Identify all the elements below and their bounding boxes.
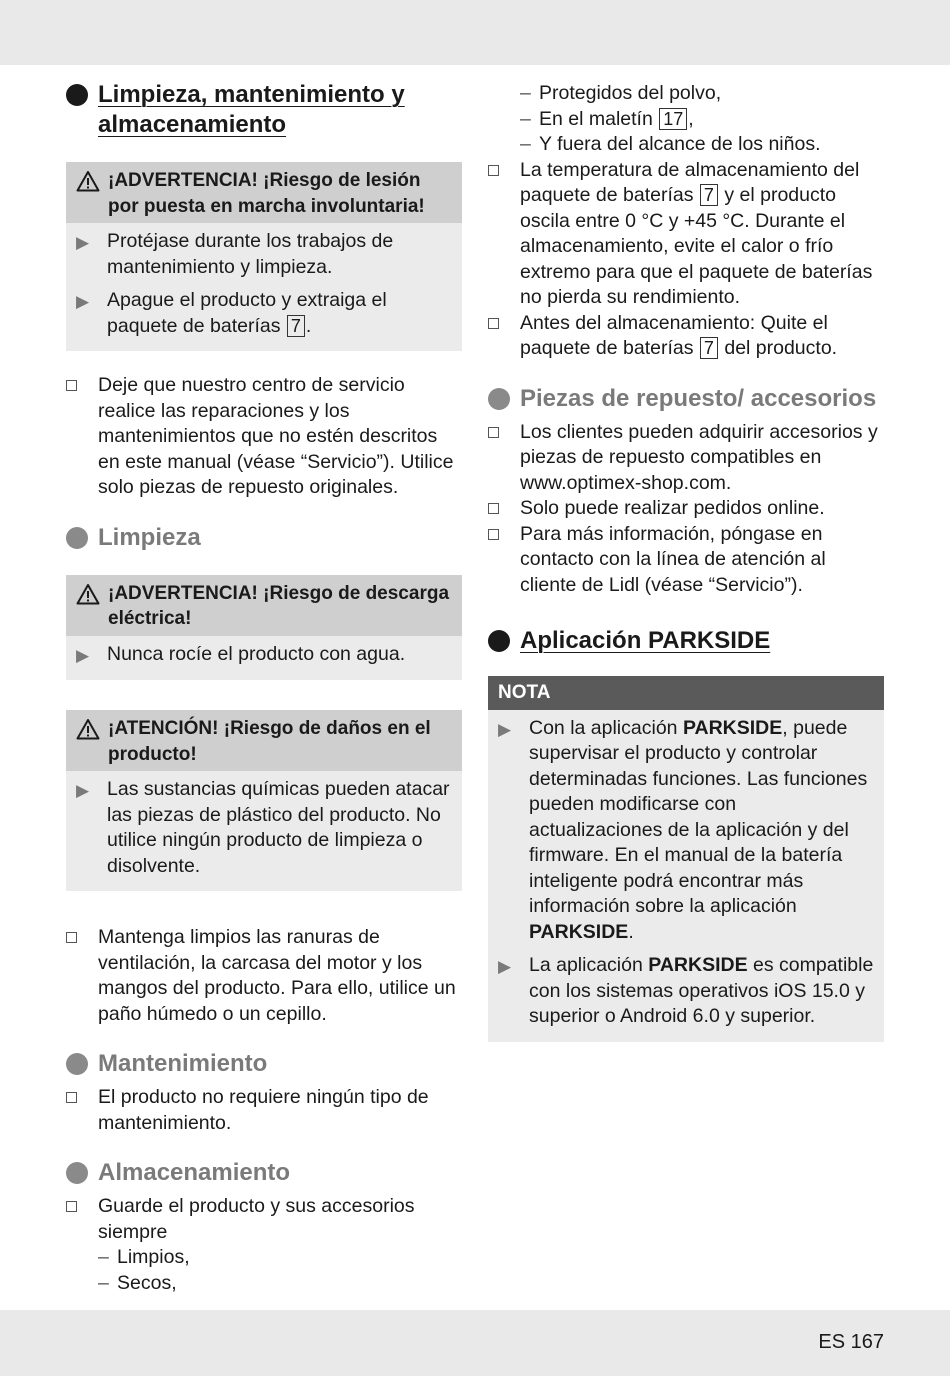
list-item: ▶ Nunca rocíe el producto con agua. xyxy=(76,642,452,669)
arrow-right-icon: ▶ xyxy=(76,645,90,665)
warning-triangle-icon xyxy=(76,718,102,748)
list-item: Antes del almacenamiento: Quite el paquete de baterías 7 del producto. xyxy=(488,311,884,362)
arrow-right-icon: ▶ xyxy=(498,719,512,739)
header-band xyxy=(0,0,950,65)
arrow-right-icon: ▶ xyxy=(76,233,90,252)
warning-title: ¡ADVERTENCIA! ¡Riesgo de lesión por puesta en marcha involuntaria! xyxy=(66,162,462,223)
sub-list-item: – Limpios, xyxy=(98,1246,190,1268)
bullet-dot-icon xyxy=(488,388,510,410)
list-item: Los clientes pueden adquirir accesorios y piezas de repuesto compatibles en www.optimex-shop.com. xyxy=(488,420,884,497)
arrow-right-icon: ▶ xyxy=(498,957,512,976)
footer-band xyxy=(0,1310,950,1376)
bullet-dot-icon xyxy=(66,527,88,549)
list-item: ▶ Las sustancias químicas pueden atacar las piezas de plástico del producto. No utilice ningún producto de limpieza o disolvente. xyxy=(76,777,452,879)
heading-cleaning: Limpieza xyxy=(66,523,462,553)
heading-cleaning-maintenance-storage: Limpieza, mantenimiento y almacenamiento xyxy=(66,80,462,140)
list-item: ▶ Protéjase durante los trabajos de mantenimiento y limpieza. xyxy=(76,229,452,280)
list-item: Para más información, póngase en contacto con la línea de atención al cliente de Lidl (véase “Servicio”). xyxy=(488,522,884,599)
list-item: ▶ Apague el producto y extraiga el paquete de baterías 7 . xyxy=(76,288,452,339)
checkbox-square-icon xyxy=(488,420,520,497)
list-item: ▶ La aplicación PARKSIDE es compatible con los sistemas operativos iOS 15.0 y superior o Android 6.0 y superior. xyxy=(498,953,874,1030)
checkbox-square-icon xyxy=(488,311,520,362)
list-item: La temperatura de almacenamiento del paquete de baterías 7 y el producto oscila entre 0 °C y +45 °C. Durante el almacenamiento, evite el calor o frío extremo para que el paquete de baterías no pierda su rendimiento. xyxy=(488,158,884,311)
bullet-dot-icon xyxy=(66,84,88,106)
checkbox-square-icon xyxy=(66,373,98,501)
checkbox-square-icon xyxy=(488,496,520,522)
part-reference: 17 xyxy=(659,108,687,130)
heading-app: Aplicación PARKSIDE xyxy=(488,626,884,656)
checkbox-square-icon xyxy=(66,1085,98,1136)
list-item: El producto no requiere ningún tipo de mantenimiento. xyxy=(66,1085,462,1136)
warning-box-electric xyxy=(66,575,462,681)
warning-box-injury xyxy=(66,162,462,351)
heading-spare-parts: Piezas de repuesto/ accesorios xyxy=(488,384,884,414)
sub-list-item: – Secos, xyxy=(98,1271,177,1294)
list-item: Deje que nuestro centro de servicio realice las reparaciones y los mantenimientos que no estén descritos en este manual (véase “Servicio”). Utilice solo piezas de repuesto originales. xyxy=(66,373,462,501)
warning-title: ¡ADVERTENCIA! ¡Riesgo de descarga eléctrica! xyxy=(66,575,462,636)
list-item: Guarde el producto y sus accesorios siempre – Limpios, – Secos, xyxy=(66,1194,462,1296)
heading-maintenance: Mantenimiento xyxy=(66,1049,462,1079)
part-reference: 7 xyxy=(700,337,718,359)
checkbox-square-icon xyxy=(66,1194,98,1296)
sub-list-item: – En el maletín 17 , xyxy=(520,107,694,130)
warning-triangle-icon xyxy=(76,583,102,613)
right-column xyxy=(488,81,884,1064)
checkbox-square-icon xyxy=(488,522,520,599)
part-reference: 7 xyxy=(700,184,718,206)
bullet-dot-icon xyxy=(488,630,510,652)
part-reference: 7 xyxy=(287,315,305,337)
sub-list-item: – Y fuera del alcance de los niños. xyxy=(520,133,821,155)
heading-storage: Almacenamiento xyxy=(66,1158,462,1188)
sub-list-item: – Protegidos del polvo, xyxy=(520,82,722,104)
list-item: Mantenga limpios las ranuras de ventilación, la carcasa del motor y los mangos del producto. Para ello, utilice un paño húmedo o un cepillo. xyxy=(66,925,462,1027)
bullet-dot-icon xyxy=(66,1162,88,1184)
note-title: NOTA xyxy=(488,676,884,710)
left-column xyxy=(66,80,462,1296)
warning-triangle-icon xyxy=(76,170,102,200)
list-item: ▶ Con la aplicación PARKSIDE, puede supervisar el producto y controlar determinadas funciones. Las funciones pueden modificarse con actualizaciones de la aplicación y del firmware. En el manual de la batería inteligente podrá encontrar más información sobre la aplicación PARKSIDE. xyxy=(498,716,874,946)
arrow-right-icon: ▶ xyxy=(76,292,90,311)
warning-title: ¡ATENCIÓN! ¡Riesgo de daños en el producto! xyxy=(66,710,462,771)
page-number: ES 167 xyxy=(818,1331,884,1353)
bullet-dot-icon xyxy=(66,1053,88,1075)
list-item: Solo puede realizar pedidos online. xyxy=(488,496,884,522)
arrow-right-icon: ▶ xyxy=(76,781,90,800)
note-box xyxy=(488,676,884,1042)
warning-box-damage xyxy=(66,710,462,891)
checkbox-square-icon xyxy=(488,158,520,311)
checkbox-square-icon xyxy=(66,925,98,1027)
